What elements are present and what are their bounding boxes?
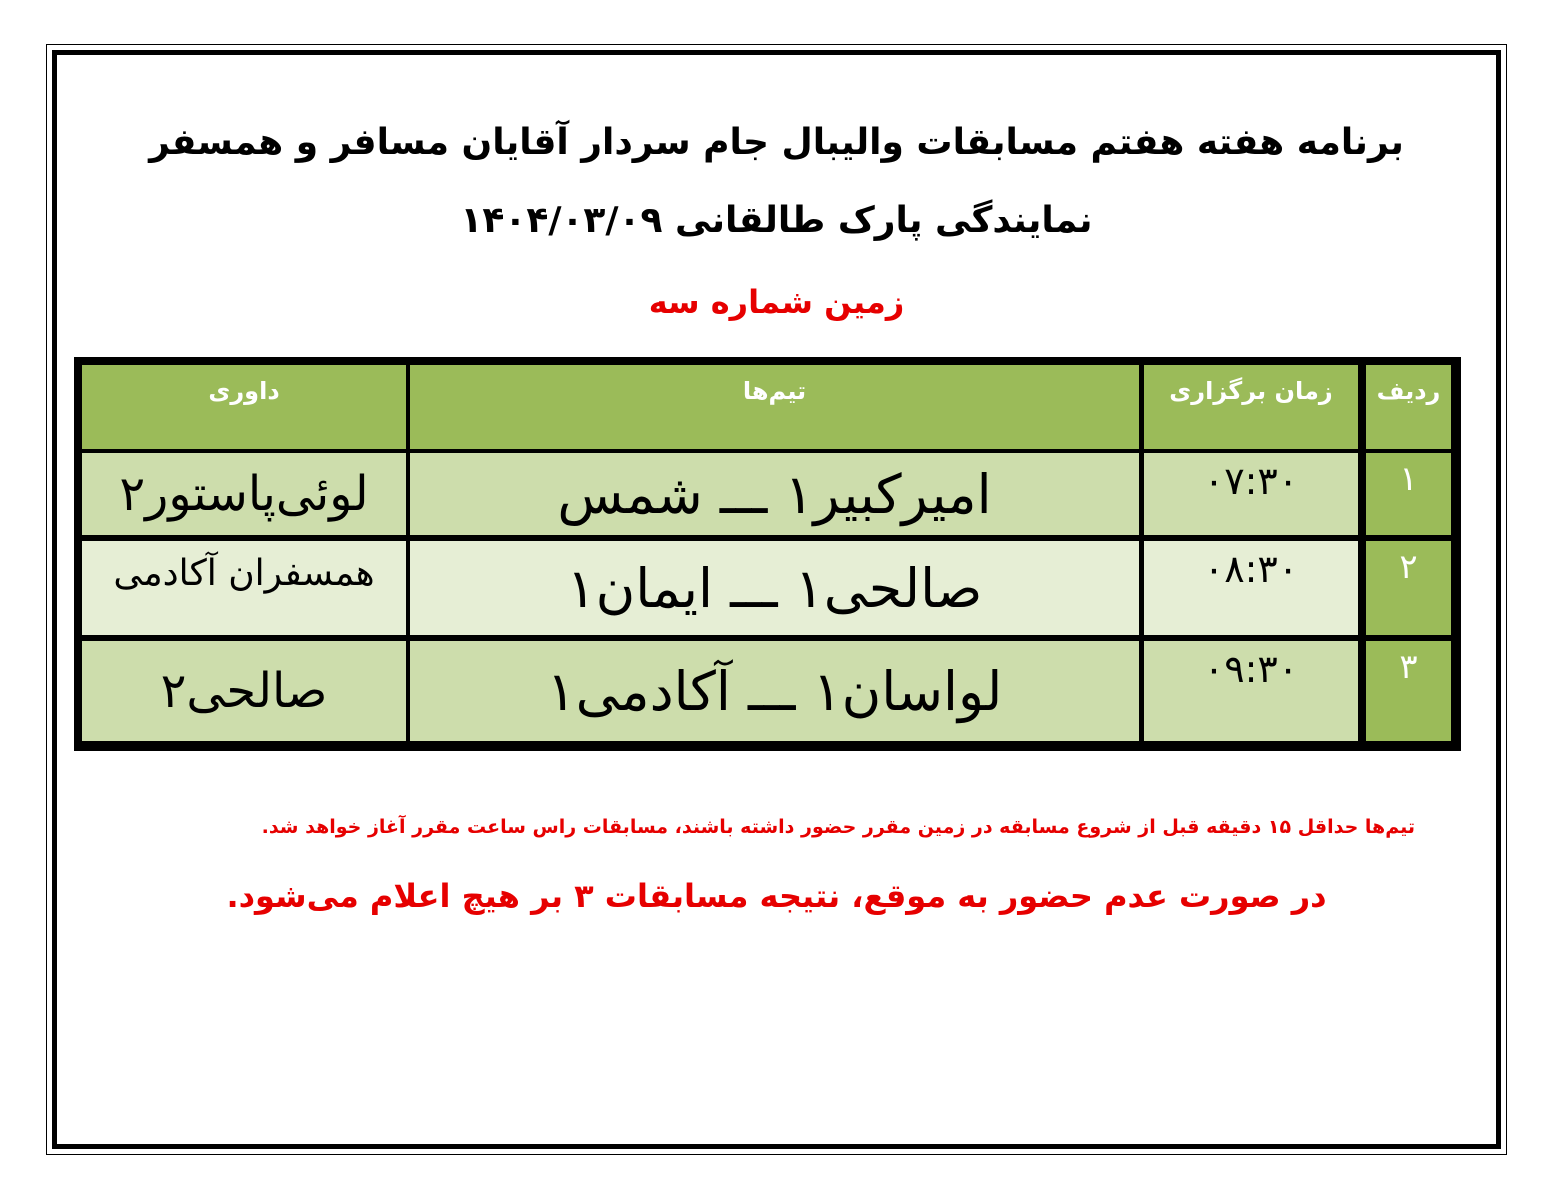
row-3-teams: لواسان۱ ـــ آکادمی۱ [410,641,1139,741]
header-index: ردیف [1366,365,1451,449]
row-1-time: ۰۷:۳۰ [1144,453,1358,535]
row-3-referee: صالحی۲ [82,641,406,741]
row-2-referee: همسفران آکادمی [82,541,406,635]
header-time: زمان برگزاری [1144,365,1358,449]
court-label: زمین شماره سه [648,283,905,321]
row-3-index: ۳ [1366,641,1451,741]
row-2-time: ۰۸:۳۰ [1144,541,1358,635]
attendance-notice: تیم‌ها حداقل ۱۵ دقیقه قبل از شروع مسابقه در زمین مقرر حضور داشته باشند، مسابقات راس ساعت مقرر آغاز خواهد شد. [261,816,1415,838]
document-title: برنامه هفته هفتم مسابقات والیبال جام سردار آقایان مسافر و همسفر [149,122,1404,163]
header-referee: داوری [82,365,406,449]
document-title-line2: نمایندگی پارک طالقانی ۱۴۰۴/۰۳/۰۹ [460,200,1093,241]
row-1-index: ۱ [1366,453,1451,535]
row-3-time: ۰۹:۳۰ [1144,641,1358,741]
row-1-referee: لوئی‌پاستور۲ [82,453,406,535]
row-2-teams: صالحی۱ ـــ ایمان۱ [410,541,1139,635]
row-1-teams: امیرکبیر۱ ـــ شمس [410,453,1139,535]
forfeit-notice: در صورت عدم حضور به موقع، نتیجه مسابقات ۳ بر هیچ اعلام می‌شود. [226,877,1327,915]
schedule-table [74,357,1461,751]
header-teams: تیم‌ها [410,365,1139,449]
row-2-index: ۲ [1366,541,1451,635]
